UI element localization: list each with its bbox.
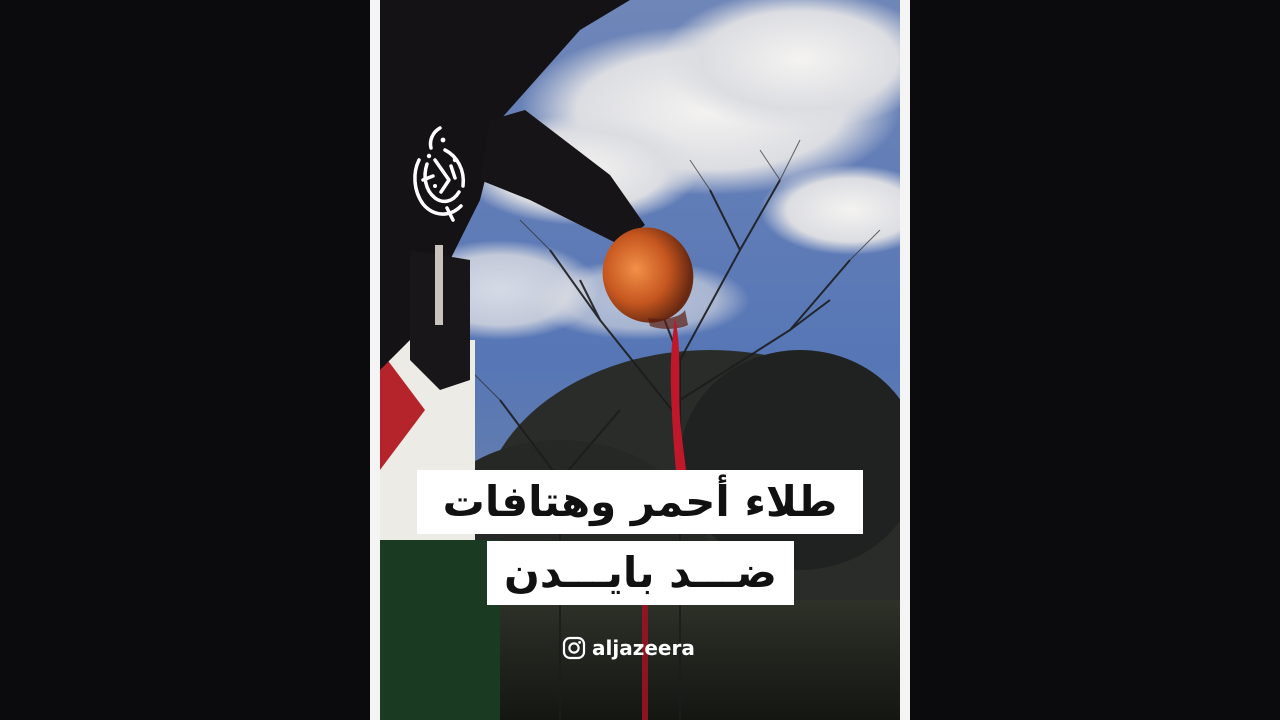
video-scene: [380, 0, 900, 720]
caption-line-1: طلاء أحمر وهتافات: [417, 470, 863, 534]
instagram-icon: [562, 636, 586, 660]
social-handle[interactable]: [562, 634, 695, 662]
frame-border-left: [370, 0, 380, 720]
social-handle-text: aljazeera: [592, 636, 695, 660]
aljazeera-logo: [405, 120, 475, 225]
letterbox-right: [910, 0, 1280, 720]
caption-line-2: ضـــد بايـــدن: [487, 541, 794, 605]
video-frame[interactable]: [380, 0, 900, 720]
letterbox-left: [0, 0, 370, 720]
frame-border-right: [900, 0, 910, 720]
